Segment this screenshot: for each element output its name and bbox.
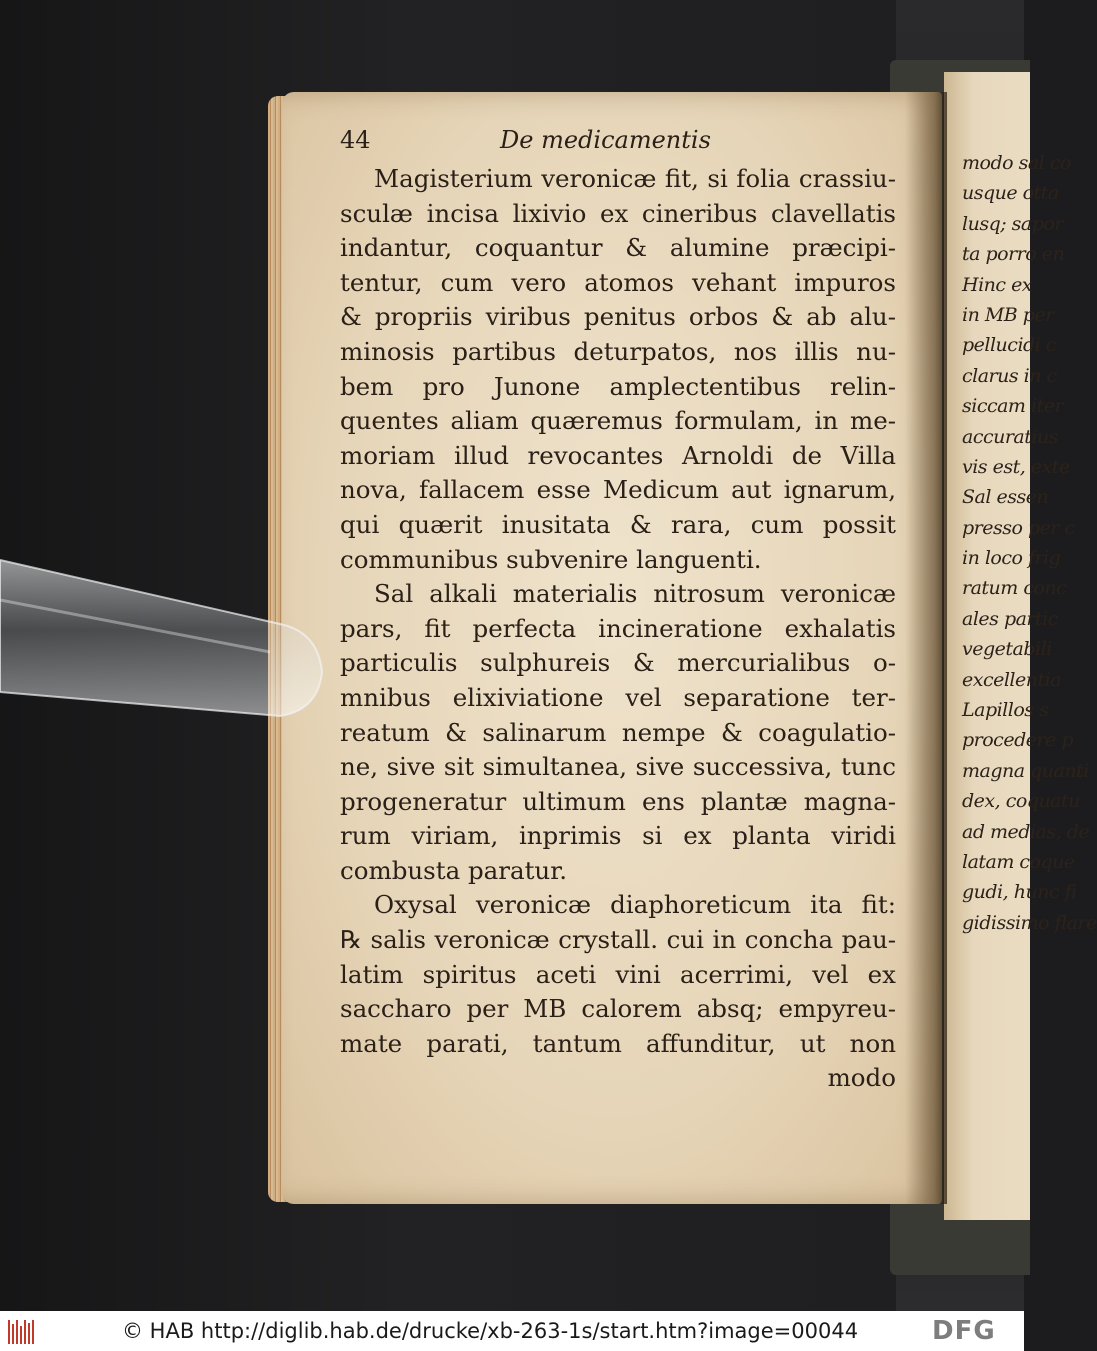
facing-text-line: magna quanti [962,759,1089,782]
text-line: ne, sive sit simultanea, sive successiva, tunc [340,752,896,782]
facing-text-line: ales partic [962,607,1058,630]
hab-logo-icon [8,1320,34,1344]
text-line: qui quærit inusitata & rara, cum possit [340,509,896,539]
text-line: sculæ incisa lixivio ex cineribus clavellatis [340,198,896,228]
text-line: rum viriam, inprimis si ex planta viridi [340,821,896,851]
page-gutter-shadow [905,92,947,1204]
facing-text-line: latam coque [962,850,1075,873]
facing-text-line: Hinc ex [962,273,1033,296]
text-line: Magisterium veronicæ fit, si folia crassiu- [374,164,896,193]
text-line: particulis sulphureis & mercurialibus o- [340,648,896,678]
facing-text-line: modo sal co [962,152,1071,174]
dfg-logo: DFG [932,1316,996,1346]
facing-text-line: usque otta [962,182,1059,205]
text-line: quentes aliam quæremus formulam, in me- [340,406,896,436]
facing-text-line: accuratius [962,425,1058,448]
text-line: combusta paratur. [340,855,568,885]
text-line: indantur, coquantur & alumine præcipi- [340,233,896,263]
text-line: modo [827,1063,896,1093]
facing-text-line: pellucidi c [962,334,1056,357]
facing-text-line: gidissimo flare [962,911,1097,934]
facing-text-line: in MB per [962,303,1054,326]
running-header [340,126,896,162]
glass-weight [0,560,330,720]
footer-bar [0,1311,1024,1351]
facing-page-text [962,148,1097,1128]
facing-text-line: ad medias, de [962,820,1090,843]
text-line: latim spiritus aceti vini acerrimi, vel ex [340,959,896,989]
text-line: Sal alkali materialis nitrosum veronicæ [374,579,896,609]
text-line: moriam illud revocantes Arnoldi de Villa [340,440,896,470]
facing-text-line: presso per c [962,516,1075,539]
running-head-title: De medicamentis [500,126,711,154]
facing-text-line: clarus in c [962,364,1057,387]
facing-text-line: Lapillos s [962,699,1049,722]
copyright-link[interactable]: © HAB http://diglib.hab.de/drucke/xb-263-1s/start.htm?image=00044 [122,1319,859,1343]
facing-text-line: procedere p [962,729,1074,752]
facing-text-line: ta porro en [962,243,1065,266]
text-line: Oxysal veronicæ diaphoreticum ita fit: [374,890,896,920]
facing-text-line: gudi, hunc fi [962,881,1077,904]
text-line: nova, fallacem esse Medicum aut ignarum, [340,475,896,505]
text-line: bem pro Junone amplectentibus relin- [340,371,896,401]
text-lines [340,162,896,1096]
facing-text-line: dex, coquatu [962,790,1080,813]
facing-text-line: vis est, exte [962,455,1070,478]
text-line: ℞ salis veronicæ crystall. cui in concha pau- [340,925,896,955]
text-line: mate parati, tantum affunditur, ut non [340,1028,896,1058]
facing-text-line: siccam iter [962,395,1064,418]
facing-text-line: Sal essen [962,486,1049,509]
text-line: reatum & salinarum nempe & coagulatio- [340,717,896,747]
text-line: pars, fit perfecta incineratione exhalatis [340,613,896,643]
facing-text-line: excellentia [962,668,1062,691]
facing-text-line: in loco frig [962,547,1061,570]
text-line: saccharo per MB calorem absq; empyreu- [340,994,896,1024]
page-text [340,126,896,1096]
text-line: mnibus elixiviatione vel separatione ter- [340,682,896,712]
text-line: tentur, cum vero atomos vehant impuros [340,267,896,297]
facing-text-line: ratum conc [962,577,1067,600]
page-number: 44 [340,126,371,154]
text-line: minosis partibus deturpatos, nos illis nu- [340,336,896,366]
text-line: communibus subvenire languenti. [340,544,762,574]
facing-text-line: vegetabili [962,638,1052,661]
text-line: progeneratur ultimum ens plantæ magna- [340,786,896,816]
facing-text-line: lusq; sapor [962,212,1063,235]
text-line: & propriis viribus penitus orbos & ab alu- [340,302,896,332]
